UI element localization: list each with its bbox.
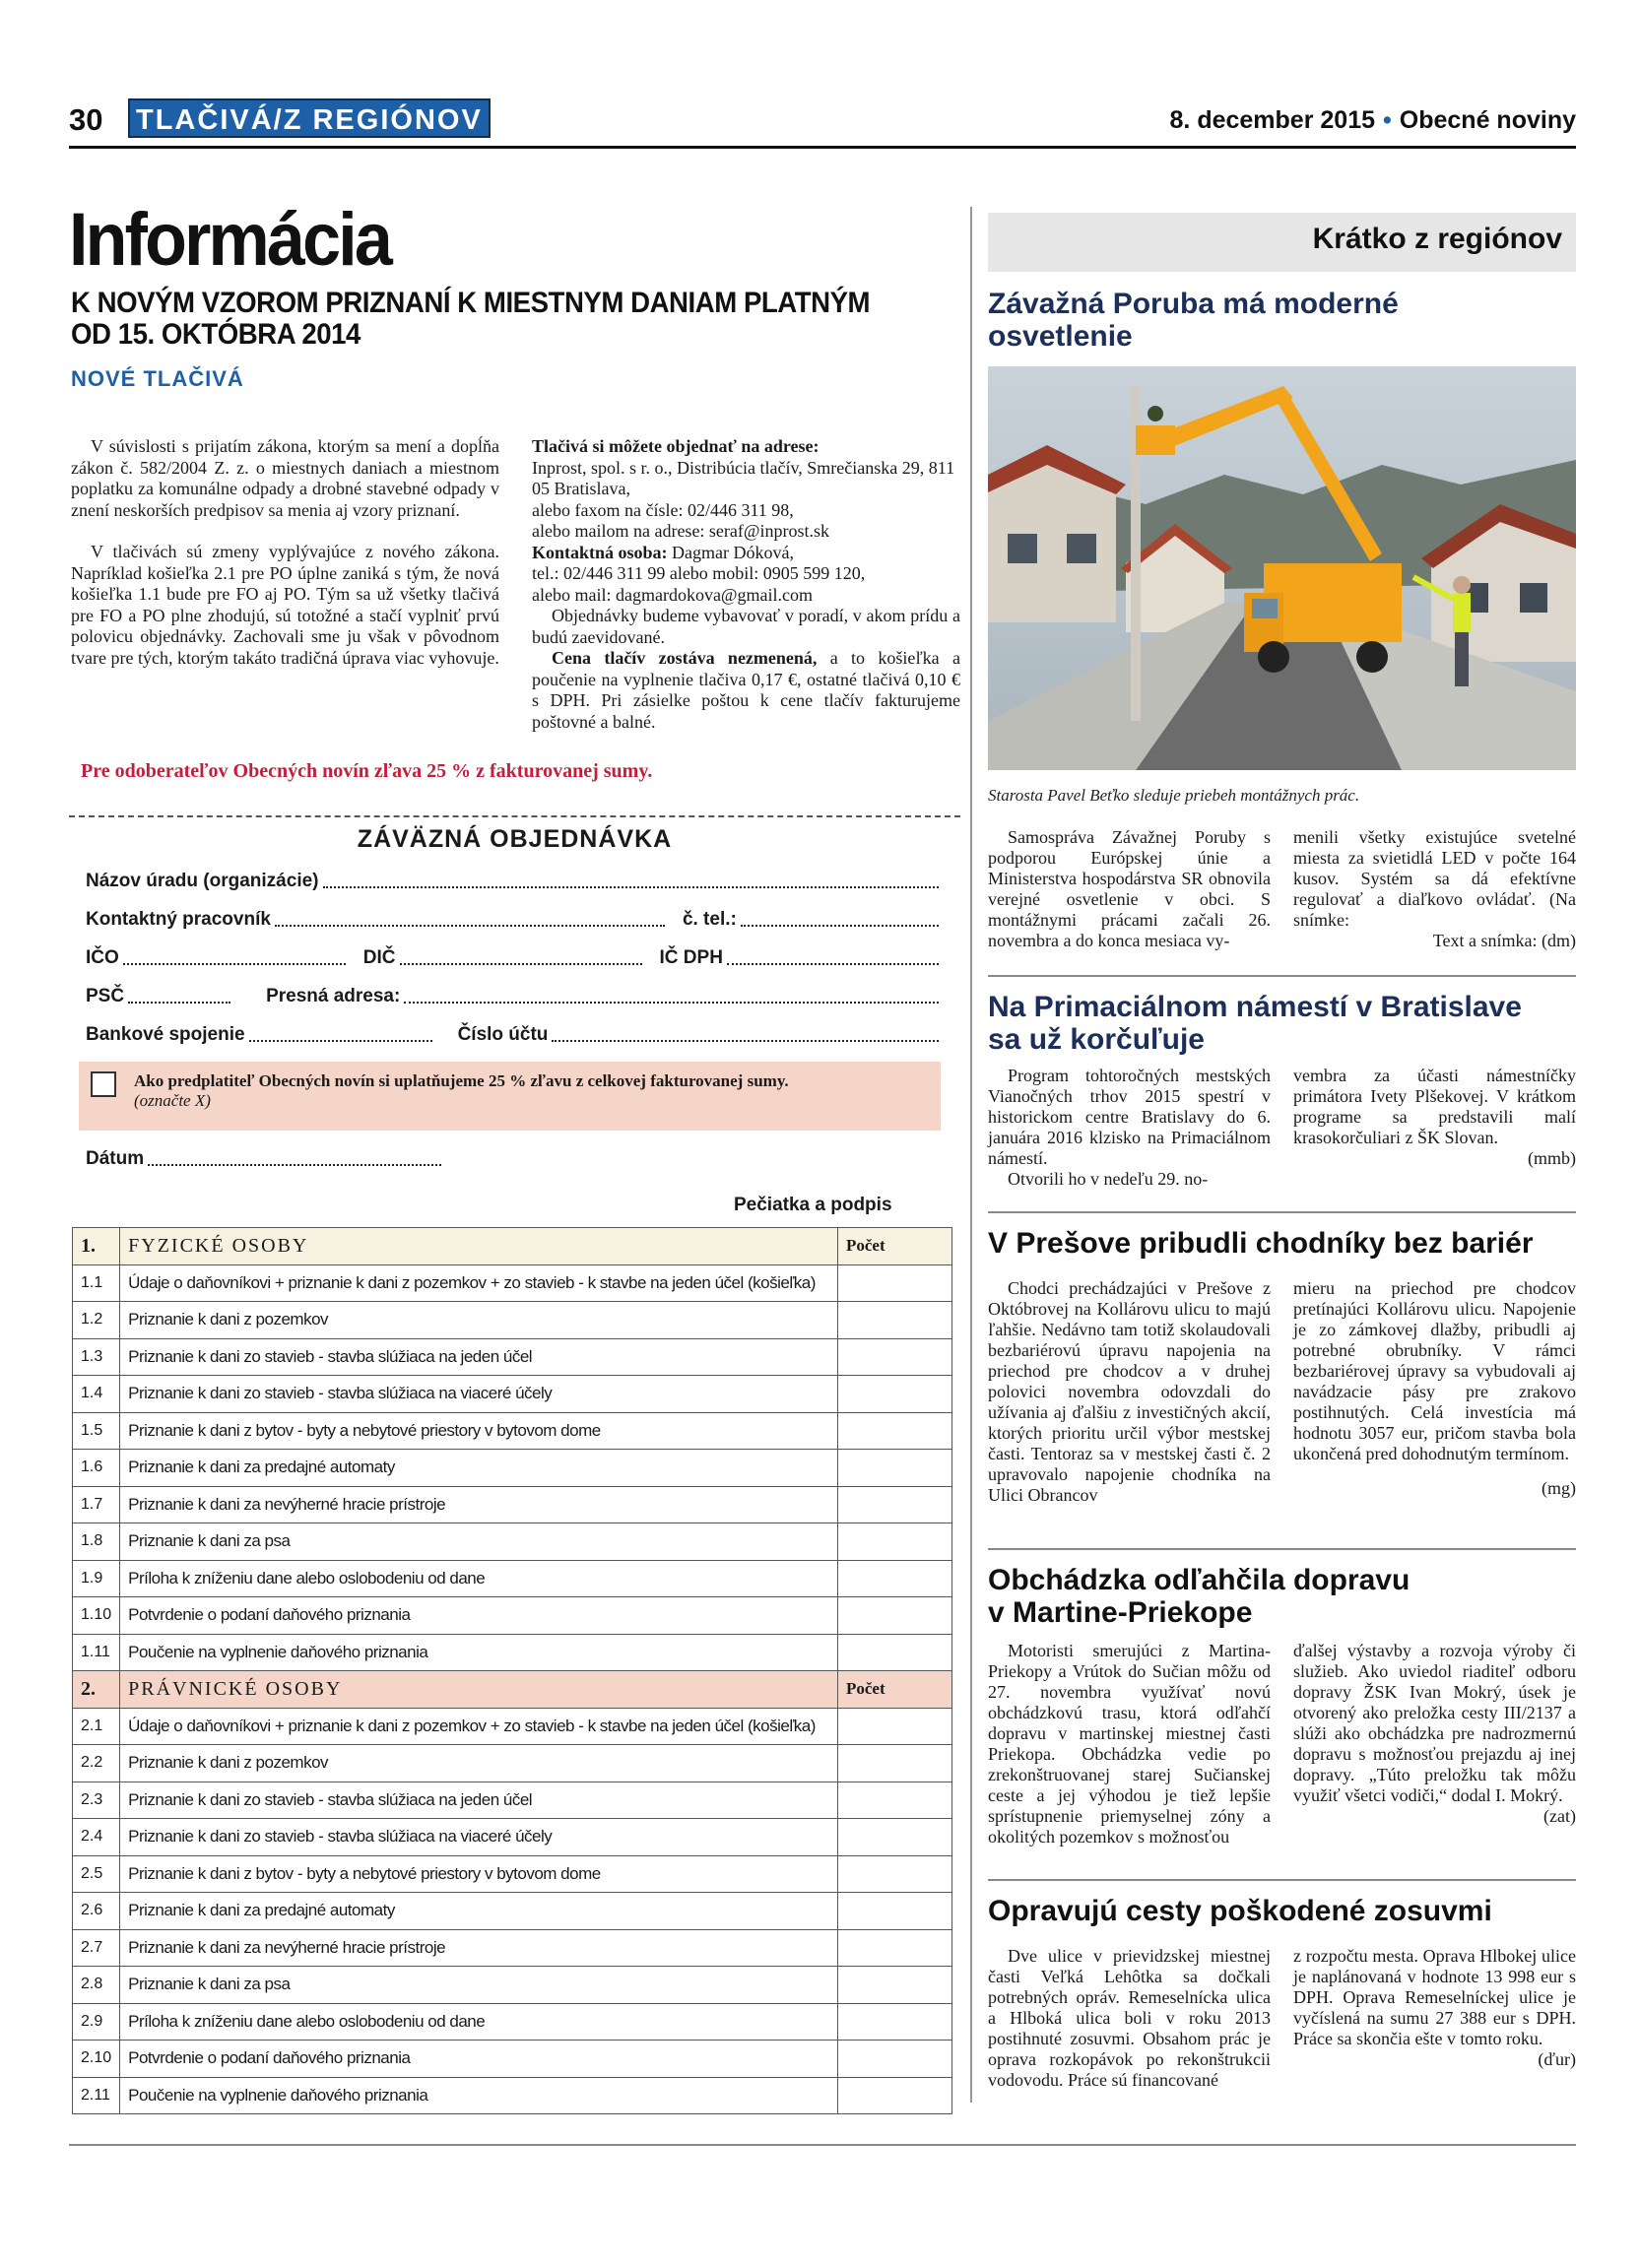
form-name: Priznanie k dani za nevýherné hracie prístroje	[120, 1486, 838, 1523]
count-cell[interactable]	[838, 1634, 952, 1671]
subtitle-line-1: K NOVÝM VZOROM PRIZNANÍ K MIESTNYM DANIAM PLATNÝM	[71, 287, 871, 319]
count-cell[interactable]	[838, 1929, 952, 1967]
row-number: 2.2	[73, 1745, 120, 1782]
table-row	[73, 1450, 952, 1487]
article-column-2	[532, 436, 960, 733]
row-number: 2.6	[73, 1893, 120, 1930]
count-cell[interactable]	[838, 2077, 952, 2114]
row-number: 1.4	[73, 1376, 120, 1413]
bank-row	[86, 1020, 943, 1046]
contact-label: Kontaktný pracovník	[86, 909, 271, 930]
count-header: Počet	[838, 1228, 952, 1265]
story-1-title-line-2: osvetlenie	[988, 320, 1133, 353]
row-number: 2.3	[73, 1782, 120, 1819]
paragraph: Samospráva Závažnej Poruby s podporou Európskej únie a Ministerstva hospodárstva SR obnovila verejné osvetlenie v obci. S montážnymi prácami začali 26. novembra a do konca mesiaca vy-	[988, 827, 1271, 950]
table-row	[73, 1893, 952, 1930]
form-name: Priznanie k dani za nevýherné hracie prístroje	[120, 1929, 838, 1967]
story-2-col-1	[988, 1066, 1271, 1190]
paragraph: menili všetky existujúce svetelné miesta za svietidlá LED v počte 164 kusov. Systém sa dá efektívne regulovať a diaľkovo ovládať. (Na snímke:	[1293, 827, 1576, 930]
table-row	[73, 1708, 952, 1745]
paragraph: mieru na priechod pre chodcov pretínajúci Kollárovu ulicu. Napojenie je zo zámkovej dlažby, pribudli aj potrebné obrubníky. V rámci bezbariérovej úpravy sa vybudovali aj navádzacie pásy pre zrakovo postihnutých. Celá investícia má hodnotu 3057 eur, pričom stavba bola ukončená pred dohodnutým termínom.	[1293, 1278, 1576, 1463]
table-row	[73, 1486, 952, 1523]
count-cell[interactable]	[838, 1745, 952, 1782]
section-number: 1.	[73, 1228, 120, 1265]
table-row	[73, 1929, 952, 1967]
row-number: 2.9	[73, 2003, 120, 2041]
count-cell[interactable]	[838, 1855, 952, 1893]
table-row	[73, 1412, 952, 1450]
table-row	[73, 1782, 952, 1819]
table-row	[73, 1338, 952, 1376]
count-cell[interactable]	[838, 1708, 952, 1745]
story-1-col-2	[1293, 827, 1576, 951]
form-name: Priznanie k dani z pozemkov	[120, 1302, 838, 1339]
date-line	[1170, 106, 1576, 135]
count-cell[interactable]	[838, 1302, 952, 1339]
row-number: 2.1	[73, 1708, 120, 1745]
story-2-signature: (mmb)	[1528, 1148, 1576, 1168]
story-5-col-2	[1293, 1946, 1576, 2070]
story-5-signature: (ďur)	[1538, 2049, 1576, 2069]
paragraph: Motoristi smerujúci z Martina-Priekopy a Vrútok do Sučian môžu od 27. novembra využívať novú obchádzkovú trasu, ktorá odľahčí dopravu v martinskej miestnej časti Priekopa. Obchádzka vedie po zrekonštruovanej starej Sučianskej ceste a jej výhodou je tiež lepšie sprístupnenie priemyselnej zóny a okolitých pozemkov s možnosťou	[988, 1641, 1271, 1847]
row-number: 2.5	[73, 1855, 120, 1893]
order-form-title: ZÁVÄZNÁ OBJEDNÁVKA	[357, 825, 673, 853]
form-name: Priznanie k dani z bytov - byty a nebytové priestory v bytovom dome	[120, 1855, 838, 1893]
bullet-icon: •	[1383, 106, 1392, 134]
form-name: Údaje o daňovníkovi + priznanie k dani z pozemkov + zo stavieb - k stavbe na jeden účel (košieľka)	[120, 1264, 838, 1302]
forms-table	[72, 1227, 952, 2114]
page-header	[69, 98, 1576, 152]
phone-line: tel.: 02/446 311 99 alebo mobil: 0905 599 120,	[532, 563, 866, 583]
row-number: 1.1	[73, 1264, 120, 1302]
story-1-signature: Text a snímka: (dm)	[1432, 931, 1576, 950]
row-number: 1.9	[73, 1560, 120, 1597]
date-label: Dátum	[86, 1148, 145, 1169]
dic-field[interactable]	[400, 961, 642, 965]
table-row	[73, 2003, 952, 2041]
ico-label: IČO	[86, 947, 119, 968]
count-cell[interactable]	[838, 1597, 952, 1635]
count-cell[interactable]	[838, 1450, 952, 1487]
table-row	[73, 2077, 952, 2114]
story-2-title-line-2: sa už korčuľuje	[988, 1023, 1205, 1056]
row-number: 2.8	[73, 1967, 120, 2004]
count-cell[interactable]	[838, 1376, 952, 1413]
form-name: Príloha k zníženiu dane alebo oslobodeniu od dane	[120, 1560, 838, 1597]
phone-label: č. tel.:	[682, 909, 737, 930]
paragraph: Dve ulice v prievidzskej miestnej časti Veľká Lehôtka sa dočkali potrebných opráv. Remeselnícka ulica a Hlboká ulica boli v roku 2013 postihnuté zosuvmi. Obsahom prác je oprava rozkopávok po rekonštrukcii vodovodu. Práce sú financované	[988, 1946, 1271, 2090]
row-number: 1.11	[73, 1634, 120, 1671]
count-cell[interactable]	[838, 1819, 952, 1856]
form-name: Priznanie k dani zo stavieb - stavba slúžiaca na viaceré účely	[120, 1819, 838, 1856]
row-number: 2.7	[73, 1929, 120, 1967]
discount-notice: Pre odoberateľov Obecných novín zľava 25 % z fakturovanej sumy.	[81, 760, 653, 782]
article-subtitle	[71, 288, 886, 351]
story-5-title: Opravujú cesty poškodené zosuvmi	[988, 1895, 1492, 1927]
story-4-title-line-2: v Martine-Priekope	[988, 1596, 1253, 1629]
article-kicker: NOVÉ TLAČIVÁ	[71, 366, 244, 391]
section-header-legal-persons	[73, 1671, 952, 1709]
stamp-label: Pečiatka a podpis	[734, 1195, 892, 1215]
count-cell[interactable]	[838, 1412, 952, 1450]
paragraph: Chodci prechádzajúci v Prešove z Októbrovej na Kollárovu ulicu to majú ľahšie. Nedávno tam totiž skolaudovali bezbariérovú úpravu napojenia na priechod pre chodcov a v druhej polovici novembra odovzdali do užívania aj ďalšiu z investičných akcií, ktorých prioritu určil výbor mestskej časti. Tentoraz sa v mestskej časti č. 2 upravovalo napojenie chodníka na Ulici Obrancov	[988, 1278, 1271, 1505]
table-row	[73, 1523, 952, 1561]
paragraph: z rozpočtu mesta. Oprava Hlbokej ulice je naplánovaná v hodnote 13 998 eur s DPH. Oprava Remeselníckej ulice je vyčíslená na sumu 27 388 eur s DPH. Práce sa skončia ešte v tomto roku.	[1293, 1946, 1576, 2048]
count-cell[interactable]	[838, 2041, 952, 2078]
count-cell[interactable]	[838, 2003, 952, 2041]
story-divider	[988, 975, 1576, 977]
office-row	[86, 867, 943, 892]
table-row	[73, 1302, 952, 1339]
story-4-title-line-1: Obchádzka odľahčila dopravu	[988, 1564, 1410, 1596]
date-row	[86, 1144, 445, 1170]
icdph-field[interactable]	[727, 961, 939, 965]
form-name: Potvrdenie o podaní daňového priznania	[120, 1597, 838, 1635]
bank-field[interactable]	[249, 1038, 432, 1042]
form-name: Priznanie k dani za predajné automaty	[120, 1893, 838, 1930]
paragraph: Program tohtoročných mestských Vianočných trhov 2015 spestrí v historickom centre Bratislavy do 6. januára 2016 klzisko na Primaciálnom námestí.	[988, 1066, 1271, 1168]
table-row	[73, 1597, 952, 1635]
footer-rule	[69, 2144, 1576, 2146]
story-divider	[988, 1879, 1576, 1881]
fax-line: alebo faxom na čísle: 02/446 311 98,	[532, 499, 794, 520]
count-cell[interactable]	[838, 1782, 952, 1819]
mail-line: alebo mail: dagmardokova@gmail.com	[532, 584, 813, 605]
address-line: Inprost, spol. s r. o., Distribúcia tlačív, Smrečianska 29, 811 05 Bratislava,	[532, 457, 955, 498]
account-label: Číslo účtu	[457, 1024, 549, 1045]
form-name: Priznanie k dani zo stavieb - stavba slúžiaca na jeden účel	[120, 1338, 838, 1376]
orders-paragraph: Objednávky budeme vybavovať v poradí, v akom prídu a budú zaevidované.	[532, 606, 960, 647]
form-name: Priznanie k dani za predajné automaty	[120, 1450, 838, 1487]
table-row	[73, 2041, 952, 2078]
section-title: PRÁVNICKÉ OSOBY	[120, 1671, 838, 1709]
header-rule	[69, 146, 1576, 149]
row-number: 2.4	[73, 1819, 120, 1856]
count-cell[interactable]	[838, 1264, 952, 1302]
ico-field[interactable]	[123, 961, 346, 965]
address-label: Presná adresa:	[266, 986, 401, 1006]
story-2-title-line-1: Na Primaciálnom námestí v Bratislave	[988, 991, 1522, 1023]
story-1-title-line-1: Závažná Poruba má moderné	[988, 288, 1399, 320]
row-number: 1.3	[73, 1338, 120, 1376]
form-name: Priznanie k dani za psa	[120, 1523, 838, 1561]
subtitle-line-2: OD 15. OKTÓBRA 2014	[71, 318, 361, 351]
table-row	[73, 1560, 952, 1597]
column-divider	[970, 207, 972, 2103]
table-row	[73, 1745, 952, 1782]
count-cell[interactable]	[838, 1560, 952, 1597]
count-cell[interactable]	[838, 1486, 952, 1523]
contact-row	[86, 905, 943, 931]
story-divider	[988, 1211, 1576, 1213]
table-row	[73, 1855, 952, 1893]
subscriber-text: Ako predplatiteľ Obecných novín si uplatňujeme 25 % zľavu z celkovej fakturovanej sumy. (označte X)	[134, 1071, 789, 1110]
phone-field[interactable]	[741, 923, 939, 927]
row-number: 1.10	[73, 1597, 120, 1635]
row-number: 1.2	[73, 1302, 120, 1339]
form-name: Priznanie k dani z bytov - byty a nebytové priestory v bytovom dome	[120, 1412, 838, 1450]
article-title: Informácia	[69, 198, 390, 282]
address-row	[86, 982, 943, 1007]
psc-label: PSČ	[86, 986, 125, 1006]
section-tag: TLAČIVÁ/Z REGIÓNOV	[128, 98, 491, 138]
paragraph: V tlačivách sú zmeny vyplývajúce z nového zákona. Napríklad košieľka 2.1 pre PO úplne zaniká s tým, že nová košieľka 1.1 bude pre FO aj PO. Tým sa už všetky tlačivá pre FO a PO plne zhodujú, sú totožné a stačí vyplniť prvú polovicu objednávky. Zachovali sme ju však v pôvodnom tvare pre tých, ktorým takáto tradičná úprava viac vyhovuje.	[71, 542, 499, 668]
paragraph: V súvislosti s prijatím zákona, ktorým sa mení a dopĺňa zákon č. 582/2004 Z. z. o miestnych daniach a miestnom poplatku za komunálne odpady a drobné stavebné odpady v znení neskorších predpisov sa menia aj vzory priznaní.	[71, 436, 499, 520]
bank-label: Bankové spojenie	[86, 1024, 245, 1045]
table-row	[73, 1264, 952, 1302]
story-2-col-2	[1293, 1066, 1576, 1169]
paragraph: Otvorili ho v nedeľu 29. no-	[1008, 1169, 1209, 1189]
story-1-title	[988, 288, 1576, 353]
page-number: 30	[69, 102, 103, 137]
icdph-label: IČ DPH	[659, 947, 723, 968]
story-3-col-1	[988, 1278, 1271, 1506]
story-4-signature: (zat)	[1543, 1806, 1576, 1826]
form-name: Priznanie k dani za psa	[120, 1967, 838, 2004]
regions-box-header	[988, 213, 1576, 272]
office-label: Názov úradu (organizácie)	[86, 871, 319, 891]
table-row	[73, 1376, 952, 1413]
form-name: Poučenie na vyplnenie daňového priznania	[120, 2077, 838, 2114]
story-5-col-1	[988, 1946, 1271, 2091]
story-divider	[988, 1548, 1576, 1550]
date-field[interactable]	[148, 1162, 441, 1166]
form-name: Údaje o daňovníkovi + priznanie k dani z pozemkov + zo stavieb - k stavbe na jeden účel (košieľka)	[120, 1708, 838, 1745]
table-row	[73, 1819, 952, 1856]
row-number: 2.11	[73, 2077, 120, 2114]
subscriber-hint: (označte X)	[134, 1091, 211, 1110]
order-heading: Tlačivá si môžete objednať na adrese:	[532, 436, 820, 456]
publication-name: Obecné noviny	[1399, 106, 1576, 134]
row-number: 1.5	[73, 1412, 120, 1450]
row-number: 1.6	[73, 1450, 120, 1487]
ids-row	[86, 943, 943, 969]
story-3-signature: (mg)	[1542, 1478, 1576, 1498]
office-field[interactable]	[323, 884, 940, 888]
story-3-title: V Prešove pribudli chodníky bez bariér	[988, 1227, 1534, 1260]
section-title: FYZICKÉ OSOBY	[120, 1228, 838, 1265]
contact-field[interactable]	[275, 923, 665, 927]
dic-label: DIČ	[362, 947, 396, 968]
form-name: Priznanie k dani zo stavieb - stavba slúžiaca na viaceré účely	[120, 1376, 838, 1413]
form-name: Priznanie k dani zo stavieb - stavba slúžiaca na jeden účel	[120, 1782, 838, 1819]
form-name: Poučenie na vyplnenie daňového priznania	[120, 1634, 838, 1671]
form-name: Priznanie k dani z pozemkov	[120, 1745, 838, 1782]
story-4-col-2	[1293, 1641, 1576, 1827]
count-header: Počet	[838, 1671, 952, 1709]
paragraph: vembra za účasti námestníčky primátora Ivety Plšekovej. V krátkom programe sa predstavili malí krasokorčuliari z ŠK Slovan.	[1293, 1066, 1576, 1147]
issue-date: 8. december 2015	[1169, 106, 1376, 134]
subscriber-checkbox[interactable]	[91, 1071, 116, 1097]
story-4-title	[988, 1564, 1576, 1629]
photo-caption: Starosta Pavel Beťko sleduje priebeh montážnych prác.	[988, 786, 1360, 805]
paragraph: ďalšej výstavby a rozvoja výroby či služieb. Ako uviedol riaditeľ odboru dopravy ŽSK Ivan Mokrý, úsek je otvorený ako preložka cesty III/2137 a slúži ako obchádzka pre nadrozmernú dopravu s možnosťou prejazdu aj inej dopravy. „Túto preložku tak môžu využiť všetci vodiči,“ dodal I. Mokrý.	[1293, 1641, 1576, 1805]
cut-line	[69, 815, 960, 817]
table-row	[73, 1634, 952, 1671]
subscriber-discount-box	[79, 1062, 941, 1131]
contact-line: Kontaktná osoba: Dagmar Dóková,	[532, 542, 794, 562]
address-field[interactable]	[404, 1000, 939, 1004]
price-paragraph: Cena tlačív zostáva nezmenená, a to košieľka a poučenie na vyplnenie tlačiva 0,17 €, ostatné tlačivá 0,10 € s DPH. Pri zásielke poštou k cene tlačív fakturujeme poštovné a balné.	[532, 648, 960, 732]
story-3-col-2	[1293, 1278, 1576, 1499]
article-column-1	[71, 436, 499, 689]
story-4-col-1	[988, 1641, 1271, 1847]
section-number: 2.	[73, 1671, 120, 1709]
row-number: 1.7	[73, 1486, 120, 1523]
email-line: alebo mailom na adrese: seraf@inprost.sk	[532, 521, 829, 541]
count-cell[interactable]	[838, 1338, 952, 1376]
regions-box-title: Krátko z regiónov	[1312, 223, 1562, 255]
story-2-title	[988, 991, 1576, 1056]
story-1-col-1	[988, 827, 1271, 951]
section-header-natural-persons	[73, 1228, 952, 1265]
table-row	[73, 1967, 952, 2004]
count-cell[interactable]	[838, 1893, 952, 1930]
row-number: 1.8	[73, 1523, 120, 1561]
form-name: Potvrdenie o podaní daňového priznania	[120, 2041, 838, 2078]
form-name: Príloha k zníženiu dane alebo oslobodeniu od dane	[120, 2003, 838, 2041]
count-cell[interactable]	[838, 1523, 952, 1561]
crane-truck-illustration	[988, 366, 1576, 770]
psc-field[interactable]	[128, 1000, 230, 1004]
street-lighting-photo	[988, 366, 1576, 770]
account-field[interactable]	[552, 1038, 939, 1042]
count-cell[interactable]	[838, 1967, 952, 2004]
row-number: 2.10	[73, 2041, 120, 2078]
